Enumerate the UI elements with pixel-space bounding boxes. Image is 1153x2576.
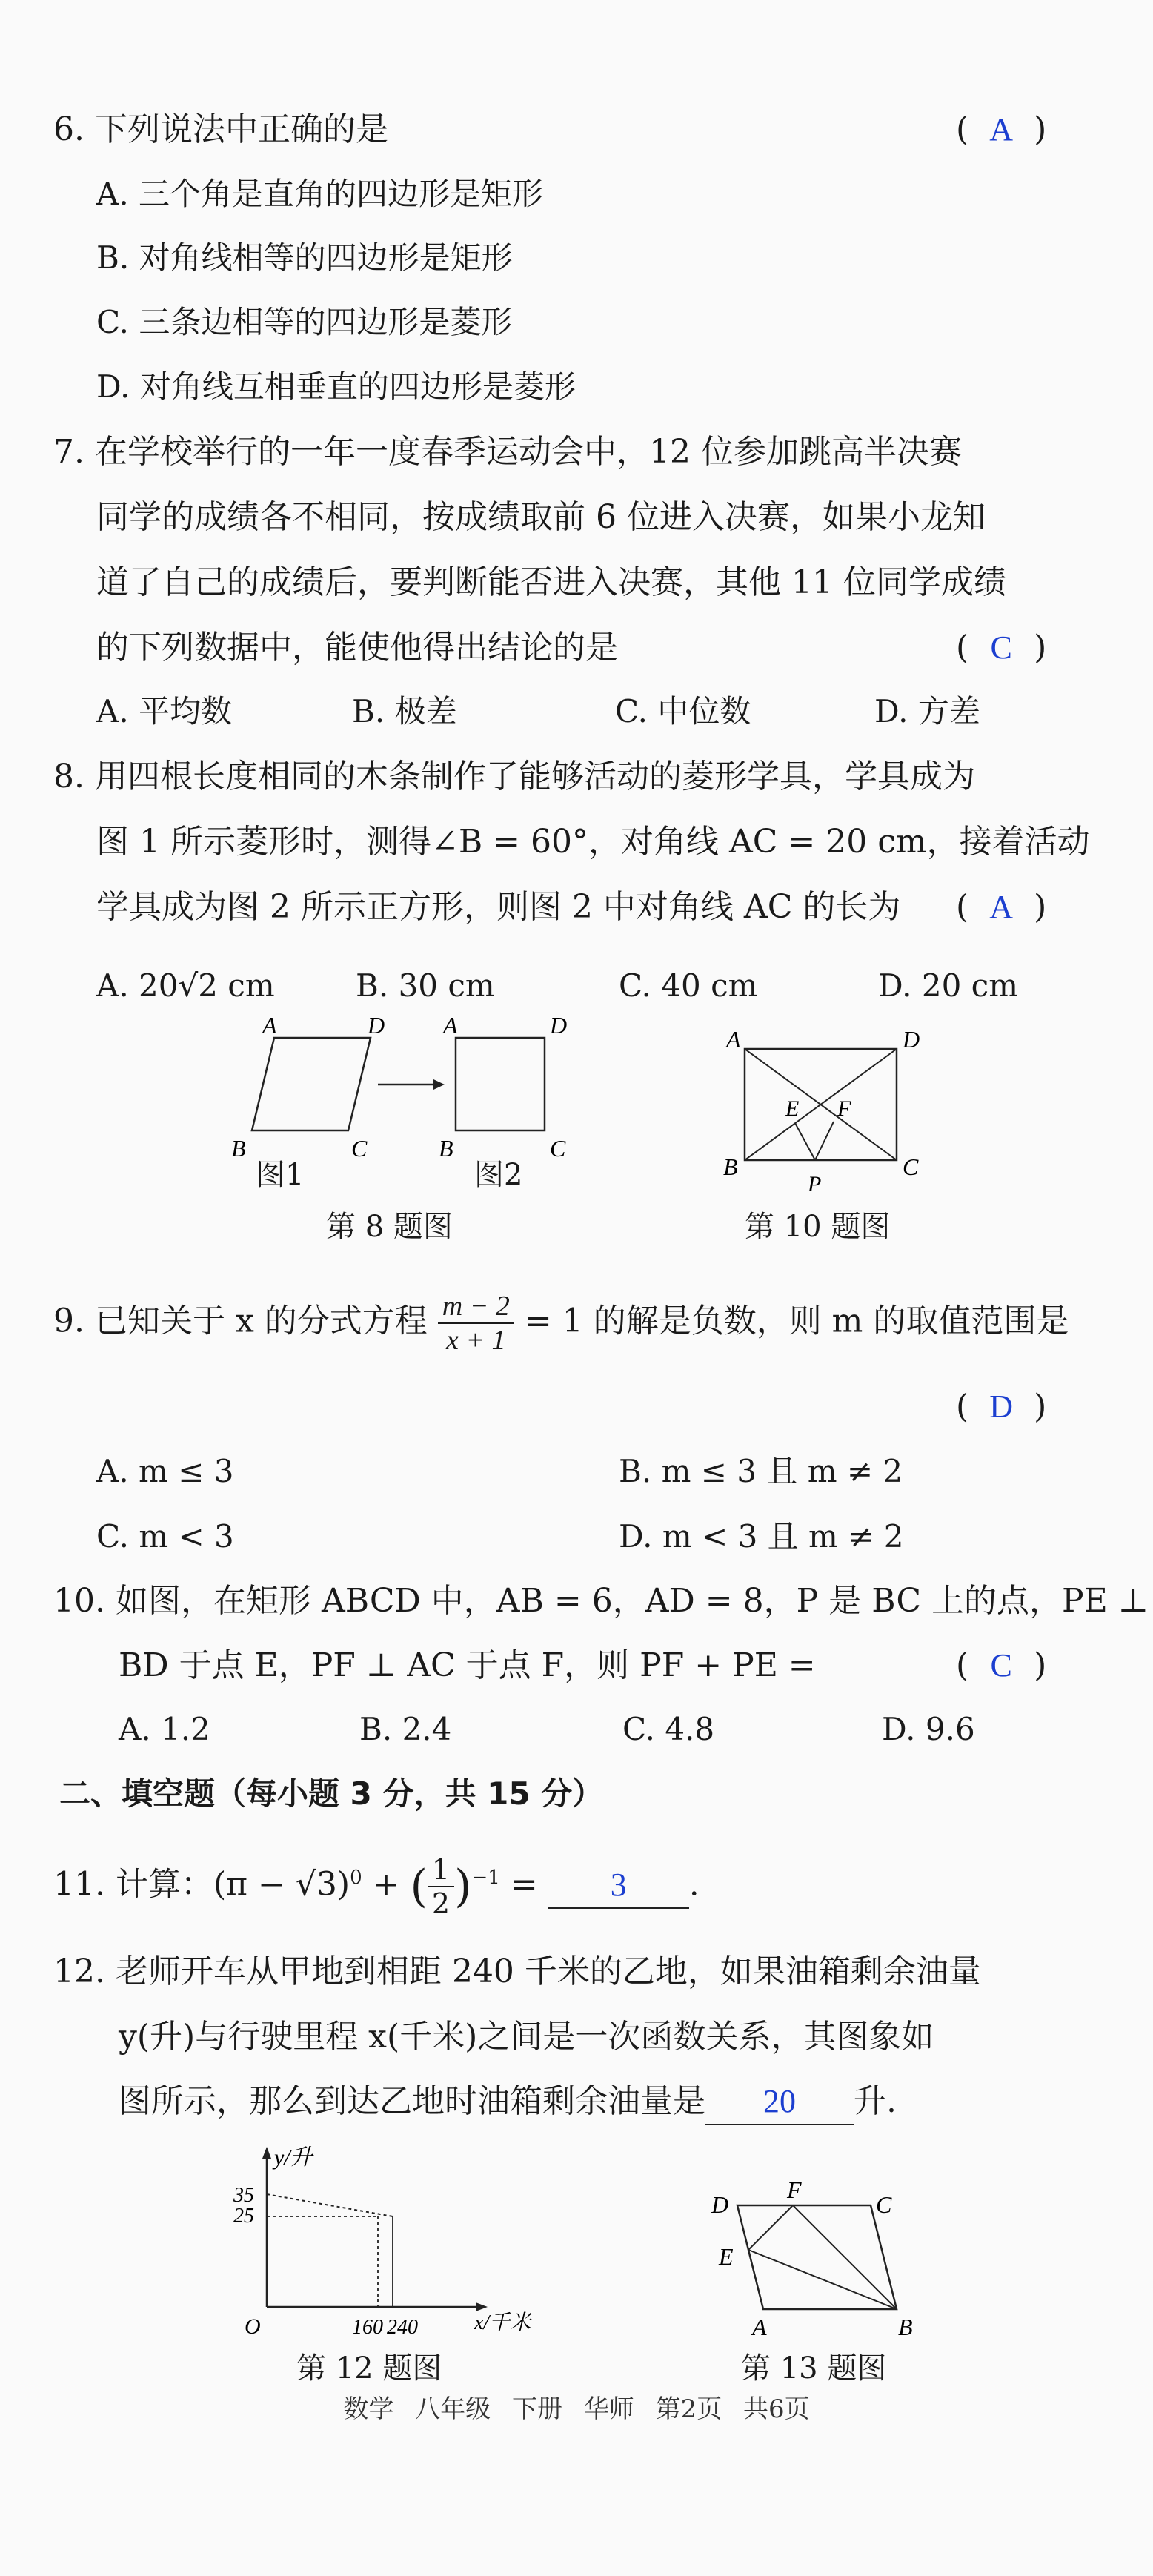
q8-option-b: B. 30 cm [356,967,495,1004]
rect-label-f: F [837,1096,851,1121]
square-label-d: D [550,1016,568,1039]
q9-stem [53,1290,1069,1357]
q8-line-3: 学具成为图 2 所示正方形，则图 2 中对角线 AC 的长为 [96,888,901,926]
x-axis-arrow [476,2302,488,2311]
q9-frac-numerator: m − 2 [438,1290,514,1324]
q8-option-d: D. 20 cm [878,967,1019,1004]
q7-line-4: 的下列数据中，能使他得出结论的是 [96,629,618,666]
q11-frac-numerator: 1 [428,1853,454,1887]
q8-fig2-label: 图2 [474,1158,523,1192]
q8-caption: 第 8 题图 [326,1210,453,1244]
q11-exp-neg1: −1 [471,1866,500,1889]
q13-caption: 第 13 题图 [741,2351,887,2385]
q12-answer-blank: 20 [705,2079,854,2125]
fig13-label-c: C [876,2191,892,2218]
segment-fb [793,2205,897,2309]
q10-option-c: C. 4.8 [622,1711,715,1747]
q12-line-3 [119,2079,897,2125]
origin-label: O [245,2314,261,2339]
rect-label-b: B [723,1153,738,1180]
section-2-title: 二、填空题（每小题 3 分，共 15 分） [59,1775,604,1812]
segment-pf [815,1122,834,1160]
segment-ea [748,2250,763,2309]
x-tick-240: 240 [387,2316,418,2339]
q8-line-1: 8. 用四根长度相同的木条制作了能够活动的菱形学具，学具成为 [53,758,975,795]
q11-stem: 11. 计算：$(\pi - √3)^0$ + ( $\frac{1}{2}$ )$^{-1}$ = 3 . [53,1853,700,1920]
square-shape [456,1038,545,1130]
q12-graph [230,2142,563,2342]
rect-label-p: P [808,1172,822,1196]
q7-option-b: B. 极差 [352,693,457,729]
q6-answer-value: A [989,111,1014,148]
segment-ef [748,2205,793,2250]
rect-label-c: C [903,1153,919,1180]
fig13-label-b: B [898,2314,913,2340]
q9-fraction [438,1290,514,1357]
q12-line-3-text: 图所示，那么到达乙地时油箱剩余油量是 [119,2082,705,2120]
q12-line-1: 12. 老师开车从甲地到相距 240 千米的乙地，如果油箱剩余油量 [53,1953,981,1990]
fig13-label-f: F [787,2176,802,2203]
fig13-label-a: A [752,2314,767,2340]
trapezoid-abcd [737,2205,897,2309]
q8-option-a: A. 20√2 cm [96,967,275,1004]
fig13-label-e: E [719,2243,734,2270]
square-label-c: C [550,1135,566,1162]
q6-option-a: A. 三个角是直角的四边形是矩形 [96,176,544,212]
q12-line-2: y(升)与行驶里程 x(千米)之间是一次函数关系，其图象如 [119,2018,934,2056]
q9-option-a: A. m ≤ 3 [96,1453,234,1489]
segment-eb [748,2250,897,2309]
q10-figure [711,1027,934,1197]
q7-line-1: 7. 在学校举行的一年一度春季运动会中，12 位参加跳高半决赛 [53,433,962,471]
y-tick-25: 25 [233,2205,254,2228]
q11-prefix: 11. 计算：(π − √3) [53,1865,350,1904]
rhombus-label-c: C [351,1135,368,1162]
q11-exp-0: 0 [350,1866,362,1889]
y-axis-label: y/升 [274,2145,313,2170]
q8-fig1-label: 图1 [256,1158,305,1192]
q9-answer: ( D ) [956,1385,1046,1429]
segment-pe [795,1123,815,1160]
arrow-head [433,1079,445,1090]
q7-answer-value: C [990,629,1012,666]
rhombus-label-d: D [368,1016,385,1039]
q8-answer: ( A ) [956,885,1046,930]
q8-answer-value: A [989,889,1014,925]
q9-option-b: B. m ≤ 3 且 m ≠ 2 [619,1453,903,1489]
q11-end: . [688,1865,700,1904]
rect-label-d: D [903,1027,920,1053]
q10-line-1: 10. 如图，在矩形 ABCD 中，AB = 6，AD = 8，P 是 BC 上的点，PE ⊥ [53,1582,1149,1620]
q10-option-a: A. 1.2 [119,1711,210,1747]
q6-option-b: B. 对角线相等的四边形是矩形 [96,239,513,276]
x-tick-160: 160 [352,2316,383,2339]
rhombus-shape [252,1038,371,1130]
q6-stem: 6. 下列说法中正确的是 [53,110,388,148]
q8-line-2: 图 1 所示菱形时，测得∠B = 60°，对角线 AC = 20 cm，接着活动 [96,823,1090,861]
q9-prefix: 9. 已知关于 x 的分式方程 [53,1302,428,1340]
page-footer: 数学 八年级 下册 华师 第2页 共6页 [343,2394,810,2424]
x-axis-label: x/千米 [474,2311,531,2334]
q10-option-b: B. 2.4 [359,1711,452,1747]
y-axis-arrow [262,2147,271,2159]
q11-fraction [428,1853,454,1920]
y-tick-35: 35 [233,2184,254,2207]
q9-suffix: = 1 的解是负数，则 m 的取值范围是 [524,1302,1069,1340]
rect-label-e: E [785,1096,800,1121]
q9-frac-denominator: x + 1 [446,1325,506,1356]
q13-figure [704,2176,941,2346]
q10-answer: ( C ) [956,1643,1046,1688]
q7-line-2: 同学的成绩各不相同，按成绩取前 6 位进入决赛，如果小龙知 [96,498,986,536]
q8-option-c: C. 40 cm [619,967,758,1004]
q7-answer: ( C ) [956,626,1046,670]
q9-option-c: C. m < 3 [96,1518,234,1554]
q10-line-2: BD 于点 E，PF ⊥ AC 于点 F，则 PF + PE = [119,1646,816,1684]
q12-caption: 第 12 题图 [296,2351,442,2385]
q11-answer-blank: 3 [548,1863,689,1909]
q7-line-3: 道了自己的成绩后，要判断能否进入决赛，其他 11 位同学成绩 [96,563,1006,601]
q10-caption: 第 10 题图 [745,1210,891,1244]
square-label-a: A [443,1016,458,1039]
q10-answer-value: C [990,1647,1012,1683]
square-label-b: B [439,1135,453,1162]
q11-frac-denominator: 2 [431,1887,451,1920]
q11-equals: = [499,1865,548,1904]
rhombus-label-b: B [231,1135,246,1162]
q11-plus: + [362,1865,411,1904]
q6-option-d: D. 对角线互相垂直的四边形是菱形 [96,368,576,405]
q12-unit: 升. [854,2082,897,2120]
graph-line [267,2194,393,2216]
q6-answer: ( A ) [956,107,1046,152]
rhombus-label-a: A [262,1016,277,1039]
rect-label-a: A [726,1027,741,1053]
q7-option-d: D. 方差 [874,693,980,729]
q6-option-c: C. 三条边相等的四边形是菱形 [96,304,513,340]
fig13-label-d: D [711,2191,729,2218]
q9-option-d: D. m < 3 且 m ≠ 2 [619,1518,904,1554]
q10-option-d: D. 9.6 [882,1711,975,1747]
q9-answer-value: D [989,1388,1014,1425]
q7-option-c: C. 中位数 [615,693,751,729]
q7-option-a: A. 平均数 [96,693,233,729]
